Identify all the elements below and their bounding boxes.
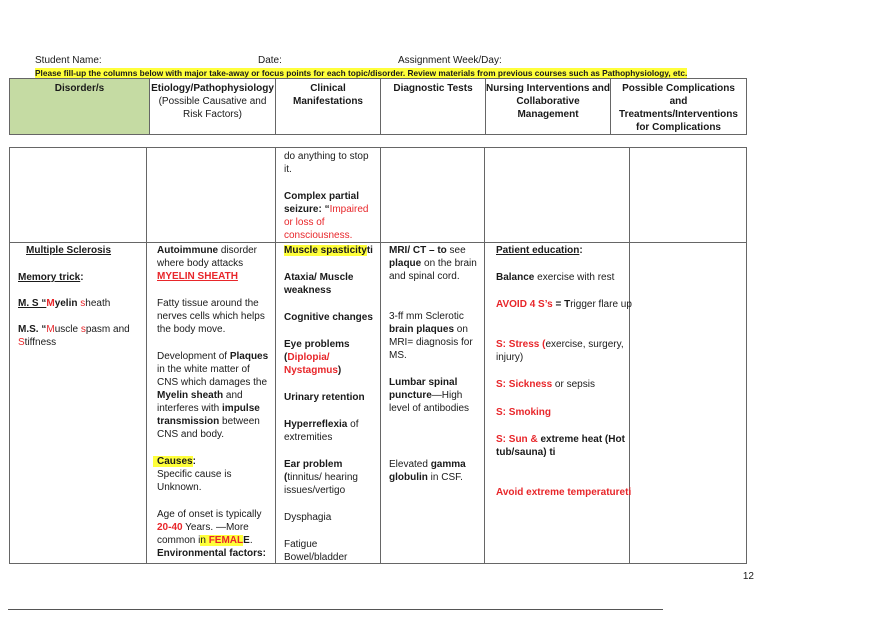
diagnostic-l5a: brain plaques — [389, 324, 455, 335]
col-complications-line3: Treatments/Interventions — [619, 109, 738, 120]
diagnostic-l7: MS. — [389, 350, 407, 361]
nursing-sun-b: extreme heat (Hot — [540, 434, 625, 445]
top-cell-5 — [485, 148, 630, 243]
clinical-urinary: Urinary retention — [284, 392, 365, 403]
memory-trick-label: Memory trick — [18, 272, 81, 283]
memory-trick-colon: : — [80, 272, 84, 283]
etiology-l10b: and — [223, 390, 243, 401]
clinical-ataxia2: weakness — [284, 285, 332, 296]
nursing-avoid-d: rigger flare up — [570, 299, 632, 310]
nursing-balance: Balance — [496, 272, 535, 283]
top-text-4b: Impaired — [329, 204, 369, 215]
diagnostic-l1a: MRI/ CT – to — [389, 245, 447, 256]
clinical-eye: Eye problems — [284, 339, 350, 350]
ms2-pasm: pasm and — [85, 324, 130, 335]
ms1-m: M — [46, 298, 55, 309]
diagnostic-l3: and spinal cord. — [389, 271, 460, 282]
diagnostic-l12b: in CSF. — [427, 472, 463, 483]
student-name-label: Student Name: — [35, 55, 102, 66]
etiology-l16: Unknown. — [157, 482, 202, 493]
nursing-avoid-a: AVOID 4 S’s — [496, 299, 553, 310]
clinical-hyper1a: Hyperreflexia — [284, 419, 348, 430]
col-clinical-line2: Manifestations — [292, 96, 363, 107]
etiology-l19a: common i — [157, 535, 201, 546]
etiology-l8: in the white matter of — [157, 364, 250, 375]
ms3-s: S — [18, 337, 25, 348]
etiology-l5: nerves cells which helps — [157, 311, 265, 322]
nursing-sick-b: or sepsis — [552, 379, 595, 390]
top-text-2: it. — [284, 164, 292, 175]
etiology-l18a: 20-40 — [157, 522, 183, 533]
ms2-prefix: M.S. “ — [18, 324, 47, 335]
diagnostic-l2a: plaque — [389, 258, 422, 269]
diagnostic-l8: Lumbar spinal — [389, 377, 458, 388]
clinical-hyper2: extremities — [284, 432, 333, 443]
clinical-ear2a: ( — [284, 472, 288, 483]
top-text-3: Complex partial — [284, 191, 360, 202]
clinical-spasticity: Muscle spasticity — [284, 245, 367, 256]
ms1-prefix: M. S “ — [18, 298, 47, 309]
assignment-label: Assignment Week/Day: — [398, 55, 502, 66]
col-etiology-title: Etiology/Pathophysiology — [151, 83, 274, 94]
diagnostic-l11b: gamma — [430, 459, 466, 470]
etiology-l4: Fatty tissue around the — [157, 298, 259, 309]
col-disorder-label: Disorder/s — [54, 83, 105, 94]
nursing-balance-tail: exercise with rest — [534, 272, 615, 283]
etiology-myelin-sheath: MYELIN SHEATH — [157, 271, 238, 282]
nursing-sun-a: S: Sun & — [496, 434, 541, 445]
instruction-note — [35, 68, 687, 78]
diagnostic-l10: level of antibodies — [389, 403, 470, 414]
nursing-avoid-c: T — [564, 299, 571, 310]
clinical-ear: Ear problem — [284, 459, 343, 470]
ms1-s: s — [80, 298, 86, 309]
ms1-yelin: yelin — [54, 298, 81, 309]
clinical-ear3: issues/vertigo — [284, 485, 346, 496]
etiology-l9: CNS which damages the — [157, 377, 268, 388]
col-nursing-line1: Nursing Interventions and — [486, 83, 610, 94]
footer-divider — [8, 609, 663, 610]
top-text-4a: seizure: “ — [284, 204, 330, 215]
etiology-autoimmune: Autoimmune — [157, 245, 219, 256]
etiology-causes: Causes — [153, 456, 193, 467]
top-cell-2 — [147, 148, 276, 243]
col-clinical-header — [276, 79, 381, 135]
ms2-m: M — [46, 324, 55, 335]
nursing-cell — [485, 243, 630, 564]
top-text-6: consciousness. — [284, 230, 353, 241]
top-cell-6 — [630, 148, 747, 243]
col-complications-line2: and — [669, 96, 688, 107]
etiology-l7b: Plaques — [229, 351, 269, 362]
diagnostic-l5b: on — [454, 324, 468, 335]
etiology-l11b: impulse — [222, 403, 260, 414]
nursing-smoking: S: Smoking — [496, 407, 552, 418]
etiology-l6: the body move. — [157, 324, 226, 335]
instruction-text: Please fill-up the columns below with major take-away or focus points for each topic/disorder. Review materials from previous courses such as Pathophysiology, etc. — [35, 68, 688, 78]
etiology-l19e: . — [249, 535, 253, 546]
clinical-eye3b: ) — [337, 365, 342, 376]
col-complications-line4: for Complications — [635, 122, 721, 133]
col-diagnostic-header — [381, 79, 486, 135]
etiology-disorder: disorder — [218, 245, 258, 256]
col-etiology-sub1: (Possible Causative and — [158, 96, 267, 107]
etiology-l2: where body attacks — [157, 258, 244, 269]
etiology-causes-colon: : — [192, 456, 196, 467]
diagnostic-l1b: see — [446, 245, 466, 256]
col-nursing-header — [486, 79, 611, 135]
col-clinical-line1: Clinical — [310, 83, 346, 94]
clinical-cognitive: Cognitive changes — [284, 312, 373, 323]
etiology-l20: Environmental factors: — [157, 548, 266, 559]
etiology-l15: Specific cause is — [157, 469, 232, 480]
diagnostic-l9a: puncture — [389, 390, 432, 401]
etiology-l12a: transmission — [157, 416, 220, 427]
complications-cell — [630, 243, 747, 564]
top-cell-4 — [381, 148, 485, 243]
clinical-eye2a: ( — [284, 352, 288, 363]
clinical-fatigue: Fatigue — [284, 539, 318, 550]
etiology-l7a: Development of — [157, 351, 230, 362]
nursing-sun2: tub/sauna) ti — [496, 447, 556, 458]
top-cell-clinical — [276, 148, 381, 243]
etiology-l13: CNS and body. — [157, 429, 225, 440]
diagnostic-l9b: —High — [431, 390, 463, 401]
diagnostic-l11a: Elevated — [389, 459, 431, 470]
top-text-5: or loss of — [284, 217, 325, 228]
ms1-heath: heath — [85, 298, 111, 309]
diagnostic-l6: MRI= diagnosis for — [389, 337, 473, 348]
disorder-name: Multiple Sclerosis — [26, 245, 112, 256]
nursing-avoid-temp: Avoid extreme temperatureti — [496, 487, 632, 498]
ms3-tiff: tiffness — [24, 337, 57, 348]
col-complications-line1: Possible Complications — [622, 83, 735, 94]
nursing-stress-a: S: Stress ( — [496, 339, 546, 350]
etiology-l10a: Myelin sheath — [157, 390, 224, 401]
etiology-l18b: Years. —More — [182, 522, 249, 533]
col-nursing-line2: Collaborative Management — [516, 96, 580, 120]
col-complications-header — [611, 79, 747, 135]
etiology-cell — [147, 243, 276, 564]
etiology-l19c: FEMAL — [208, 535, 244, 546]
diagnostic-l12a: globulin — [389, 472, 428, 483]
clinical-ear2b: tinnitus/ hearing — [287, 472, 358, 483]
page-number: 12 — [742, 571, 754, 582]
diagnostic-l4: 3-ff mm Sclerotic — [389, 311, 464, 322]
etiology-l12b: between — [219, 416, 260, 427]
diagnostic-l2b: on the brain — [421, 258, 477, 269]
clinical-spasticity-tail: ti — [366, 245, 373, 256]
etiology-l19b: n — [200, 535, 209, 546]
clinical-hyper1b: of — [347, 419, 359, 430]
nursing-education: Patient education — [496, 245, 580, 256]
clinical-bowel: Bowel/bladder — [284, 552, 348, 563]
clinical-dysphagia: Dysphagia — [284, 512, 332, 523]
content-table — [9, 147, 747, 564]
nursing-stress2: injury) — [496, 352, 524, 363]
ms2-uscle: uscle — [54, 324, 81, 335]
nursing-stress-b: exercise, surgery, — [545, 339, 624, 350]
nursing-sick-a: S: Sickness — [496, 379, 553, 390]
etiology-l11a: interferes with — [157, 403, 223, 414]
col-etiology-header — [150, 79, 276, 135]
nursing-avoid-b: = — [552, 299, 565, 310]
col-etiology-sub2: Risk Factors) — [183, 109, 242, 120]
disorder-cell — [10, 243, 147, 564]
etiology-l19d: E — [243, 535, 250, 546]
clinical-eye3: Nystagmus — [284, 365, 338, 376]
clinical-cell — [276, 243, 381, 564]
clinical-eye2b: Diplopia/ — [287, 352, 330, 363]
date-label: Date: — [258, 55, 282, 66]
etiology-l17: Age of onset is typically — [157, 509, 262, 520]
clinical-ataxia1: Ataxia/ Muscle — [284, 272, 354, 283]
ms2-s: s — [80, 324, 86, 335]
header-table — [9, 78, 747, 135]
top-text-1: do anything to stop — [284, 151, 369, 162]
col-diagnostic-label: Diagnostic Tests — [393, 83, 473, 94]
top-cell-1 — [10, 148, 147, 243]
nursing-education-colon: : — [579, 245, 583, 256]
diagnostic-cell — [381, 243, 485, 564]
col-disorder-header — [10, 79, 150, 135]
